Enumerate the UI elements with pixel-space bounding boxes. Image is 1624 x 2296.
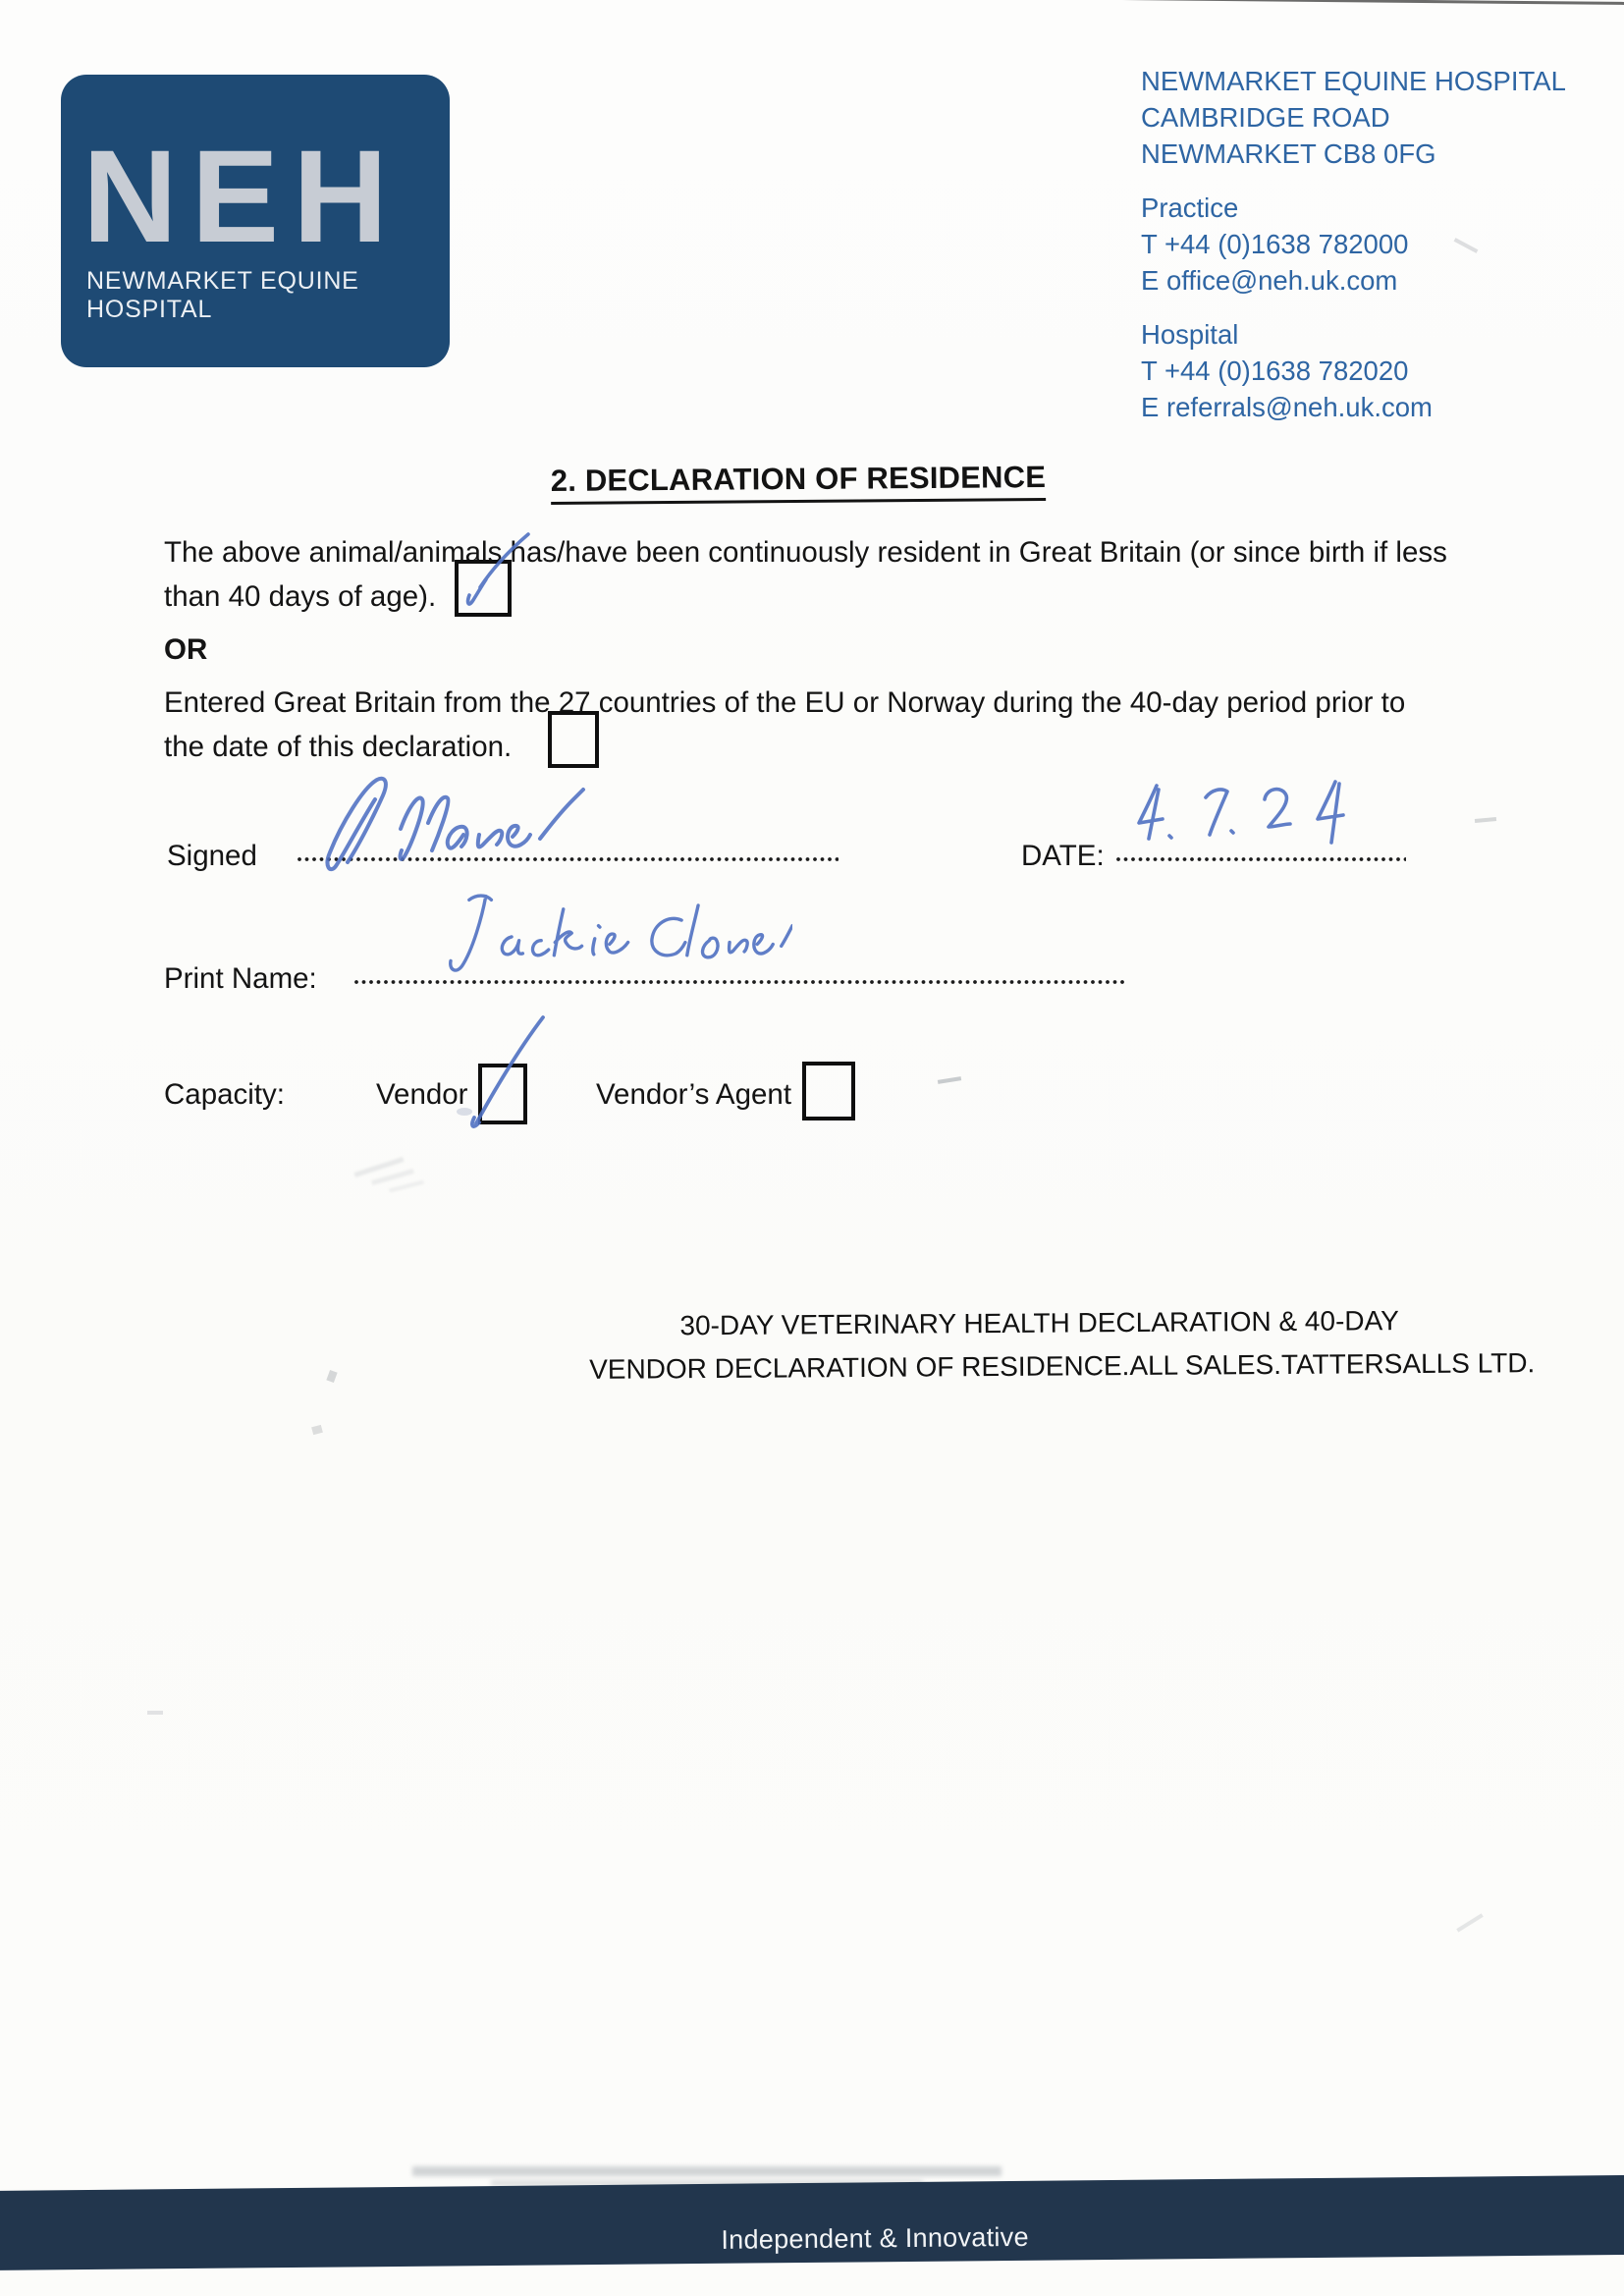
scan-edge-artifact [0, 0, 1624, 5]
entered-statement-line2: the date of this declaration. [164, 731, 513, 763]
hospital-label: Hospital [1141, 319, 1239, 350]
bleedthrough-artifact [412, 2166, 1001, 2176]
hospital-phone: T +44 (0)1638 782020 [1141, 355, 1409, 386]
vendor-label: Vendor [376, 1078, 468, 1111]
date-handwriting [1129, 768, 1384, 861]
speck-artifact [147, 1711, 163, 1715]
smudge-artifact [389, 1180, 424, 1193]
vendors-agent-checkbox[interactable] [802, 1062, 855, 1121]
residence-statement-line1: The above animal/animals has/have been continuously resident in Great Britain (or since birth if less [164, 536, 1447, 569]
tattersalls-note-line2: VENDOR DECLARATION OF RESIDENCE.ALL SALES.TATTERSALLS LTD. [589, 1347, 1536, 1385]
practice-phone: T +44 (0)1638 782000 [1141, 229, 1409, 259]
vendor-checkbox-tick [447, 1004, 574, 1141]
speck-artifact [1475, 817, 1496, 823]
date-label: DATE: [1021, 840, 1105, 872]
signature-handwriting [306, 766, 601, 886]
address-line: NEWMARKET CB8 0FG [1141, 138, 1436, 169]
contact-practice [1141, 190, 1566, 299]
footer-tagline: Independent & Innovative [721, 2221, 1029, 2255]
contact-hospital [1141, 316, 1566, 425]
tattersalls-note [589, 1299, 1536, 1392]
speck-artifact [938, 1076, 961, 1084]
neh-logo [61, 75, 450, 367]
section-heading: 2. DECLARATION OF RESIDENCE [551, 460, 1047, 505]
speck-artifact [311, 1425, 323, 1435]
practice-label: Practice [1141, 192, 1239, 223]
speck-artifact [326, 1370, 337, 1383]
capacity-label: Capacity: [164, 1078, 285, 1111]
entered-statement-line1: Entered Great Britain from the 27 countries of the EU or Norway during the 40-day period prior to [164, 686, 1406, 719]
print-name-handwriting [405, 882, 792, 990]
print-name-label: Print Name: [164, 962, 317, 995]
or-label: OR [164, 633, 208, 666]
tattersalls-note-line1: 30-DAY VETERINARY HEALTH DECLARATION & 40-DAY [679, 1305, 1399, 1341]
residence-statement-line2: than 40 days of age). [164, 580, 437, 613]
contact-block [1141, 63, 1566, 443]
residence-checkbox-tick [430, 509, 558, 627]
speck-artifact [1456, 1913, 1484, 1932]
neh-logo-name: NEWMARKET EQUINE HOSPITAL [86, 267, 359, 323]
footer-bar [0, 2175, 1624, 2270]
vendors-agent-label: Vendor’s Agent [596, 1078, 792, 1111]
signed-label: Signed [167, 840, 257, 872]
address-line: NEWMARKET EQUINE HOSPITAL [1141, 66, 1566, 96]
contact-address [1141, 63, 1566, 172]
section-heading-wrap [0, 456, 1597, 510]
practice-email: E office@neh.uk.com [1141, 265, 1398, 296]
hospital-email: E referrals@neh.uk.com [1141, 392, 1433, 422]
neh-logo-abbr: NEH [82, 124, 402, 270]
entered-checkbox[interactable] [548, 711, 599, 768]
address-line: CAMBRIDGE ROAD [1141, 102, 1390, 133]
